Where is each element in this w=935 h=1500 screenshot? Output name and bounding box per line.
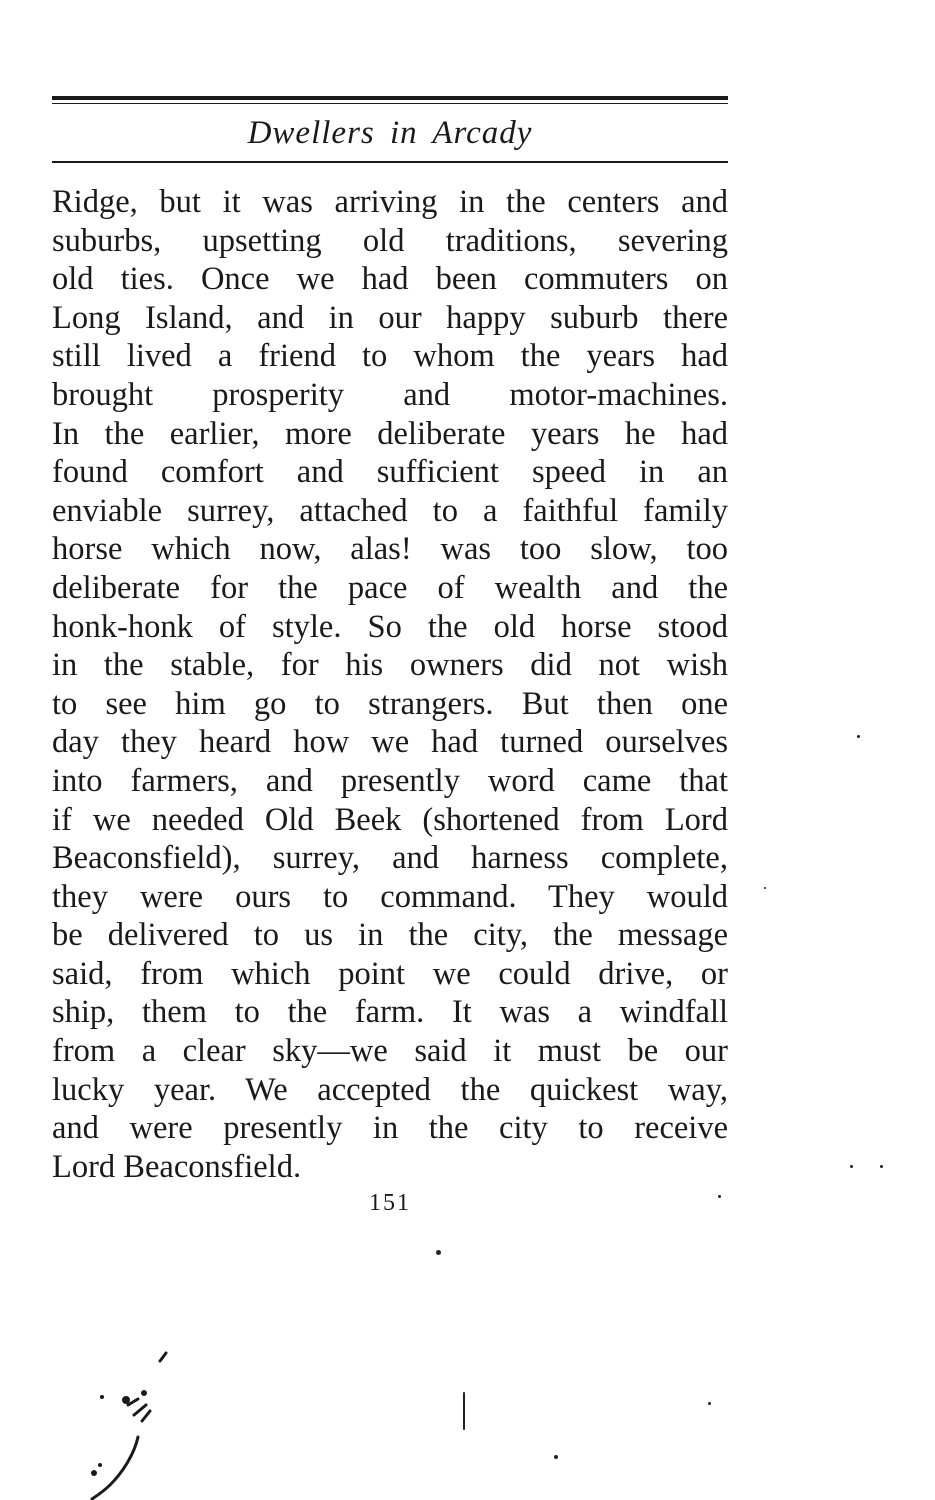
text-line: still lived a friend to whom the years had — [52, 338, 728, 375]
text-line: Ridge, but it was arriving in the centers and — [52, 184, 728, 220]
text-line: found comfort and sufficient speed in an — [52, 454, 728, 491]
text-line: into farmers, and presently word came that — [52, 762, 728, 799]
scan-speck — [436, 1250, 441, 1255]
text-line: Long Island, and in our happy suburb there — [52, 299, 728, 336]
text-line: be delivered to us in the city, the message — [52, 917, 728, 954]
scan-speck — [850, 1165, 853, 1168]
header-rule-thick — [52, 96, 728, 100]
text-line: lucky year. We accepted the quickest way, — [52, 1071, 728, 1108]
scan-speck — [880, 1165, 883, 1168]
header-rule-thin — [52, 103, 728, 104]
scan-speck — [857, 735, 860, 738]
body-text — [52, 183, 728, 1186]
text-line: Beaconsfield), surrey, and harness complete, — [52, 840, 728, 877]
text-line: they were ours to command. They would — [52, 878, 728, 915]
text-line: and were presently in the city to receive — [52, 1110, 728, 1147]
text-line: if we needed Old Beek (shortened from Lord — [52, 801, 728, 838]
scan-speck — [554, 1455, 558, 1459]
text-line: honk-honk of style. So the old horse stood — [52, 608, 728, 645]
text-line: horse which now, alas! was too slow, too — [52, 531, 728, 568]
text-line: said, from which point we could drive, or — [52, 955, 728, 992]
text-line: in the stable, for his owners did not wish — [52, 647, 728, 684]
text-line: day they heard how we had turned ourselves — [52, 724, 728, 761]
text-line: suburbs, upsetting old traditions, severing — [52, 222, 728, 259]
scan-ink-mark — [80, 1345, 180, 1500]
running-head: Dwellers in Arcady — [247, 115, 533, 151]
text-line: old ties. Once we had been commuters on — [52, 261, 728, 298]
header-rule-bottom — [52, 161, 728, 163]
text-line: brought prosperity and motor-machines. — [52, 376, 728, 413]
text-line: from a clear sky—we said it must be our — [52, 1033, 728, 1070]
text-line-last: Lord Beaconsfield. — [52, 1148, 302, 1185]
text-line: deliberate for the pace of wealth and the — [52, 569, 728, 606]
text-line: enviable surrey, attached to a faithful family — [52, 492, 728, 529]
text-line: to see him go to strangers. But then one — [52, 685, 728, 722]
scan-speck — [718, 1195, 721, 1198]
scan-speck — [708, 1402, 711, 1405]
text-line: In the earlier, more deliberate years he had — [52, 415, 728, 452]
scan-speck — [764, 887, 766, 889]
text-line: ship, them to the farm. It was a windfall — [52, 994, 728, 1031]
page-number: 151 — [369, 1190, 411, 1216]
scan-mark — [463, 1392, 465, 1430]
